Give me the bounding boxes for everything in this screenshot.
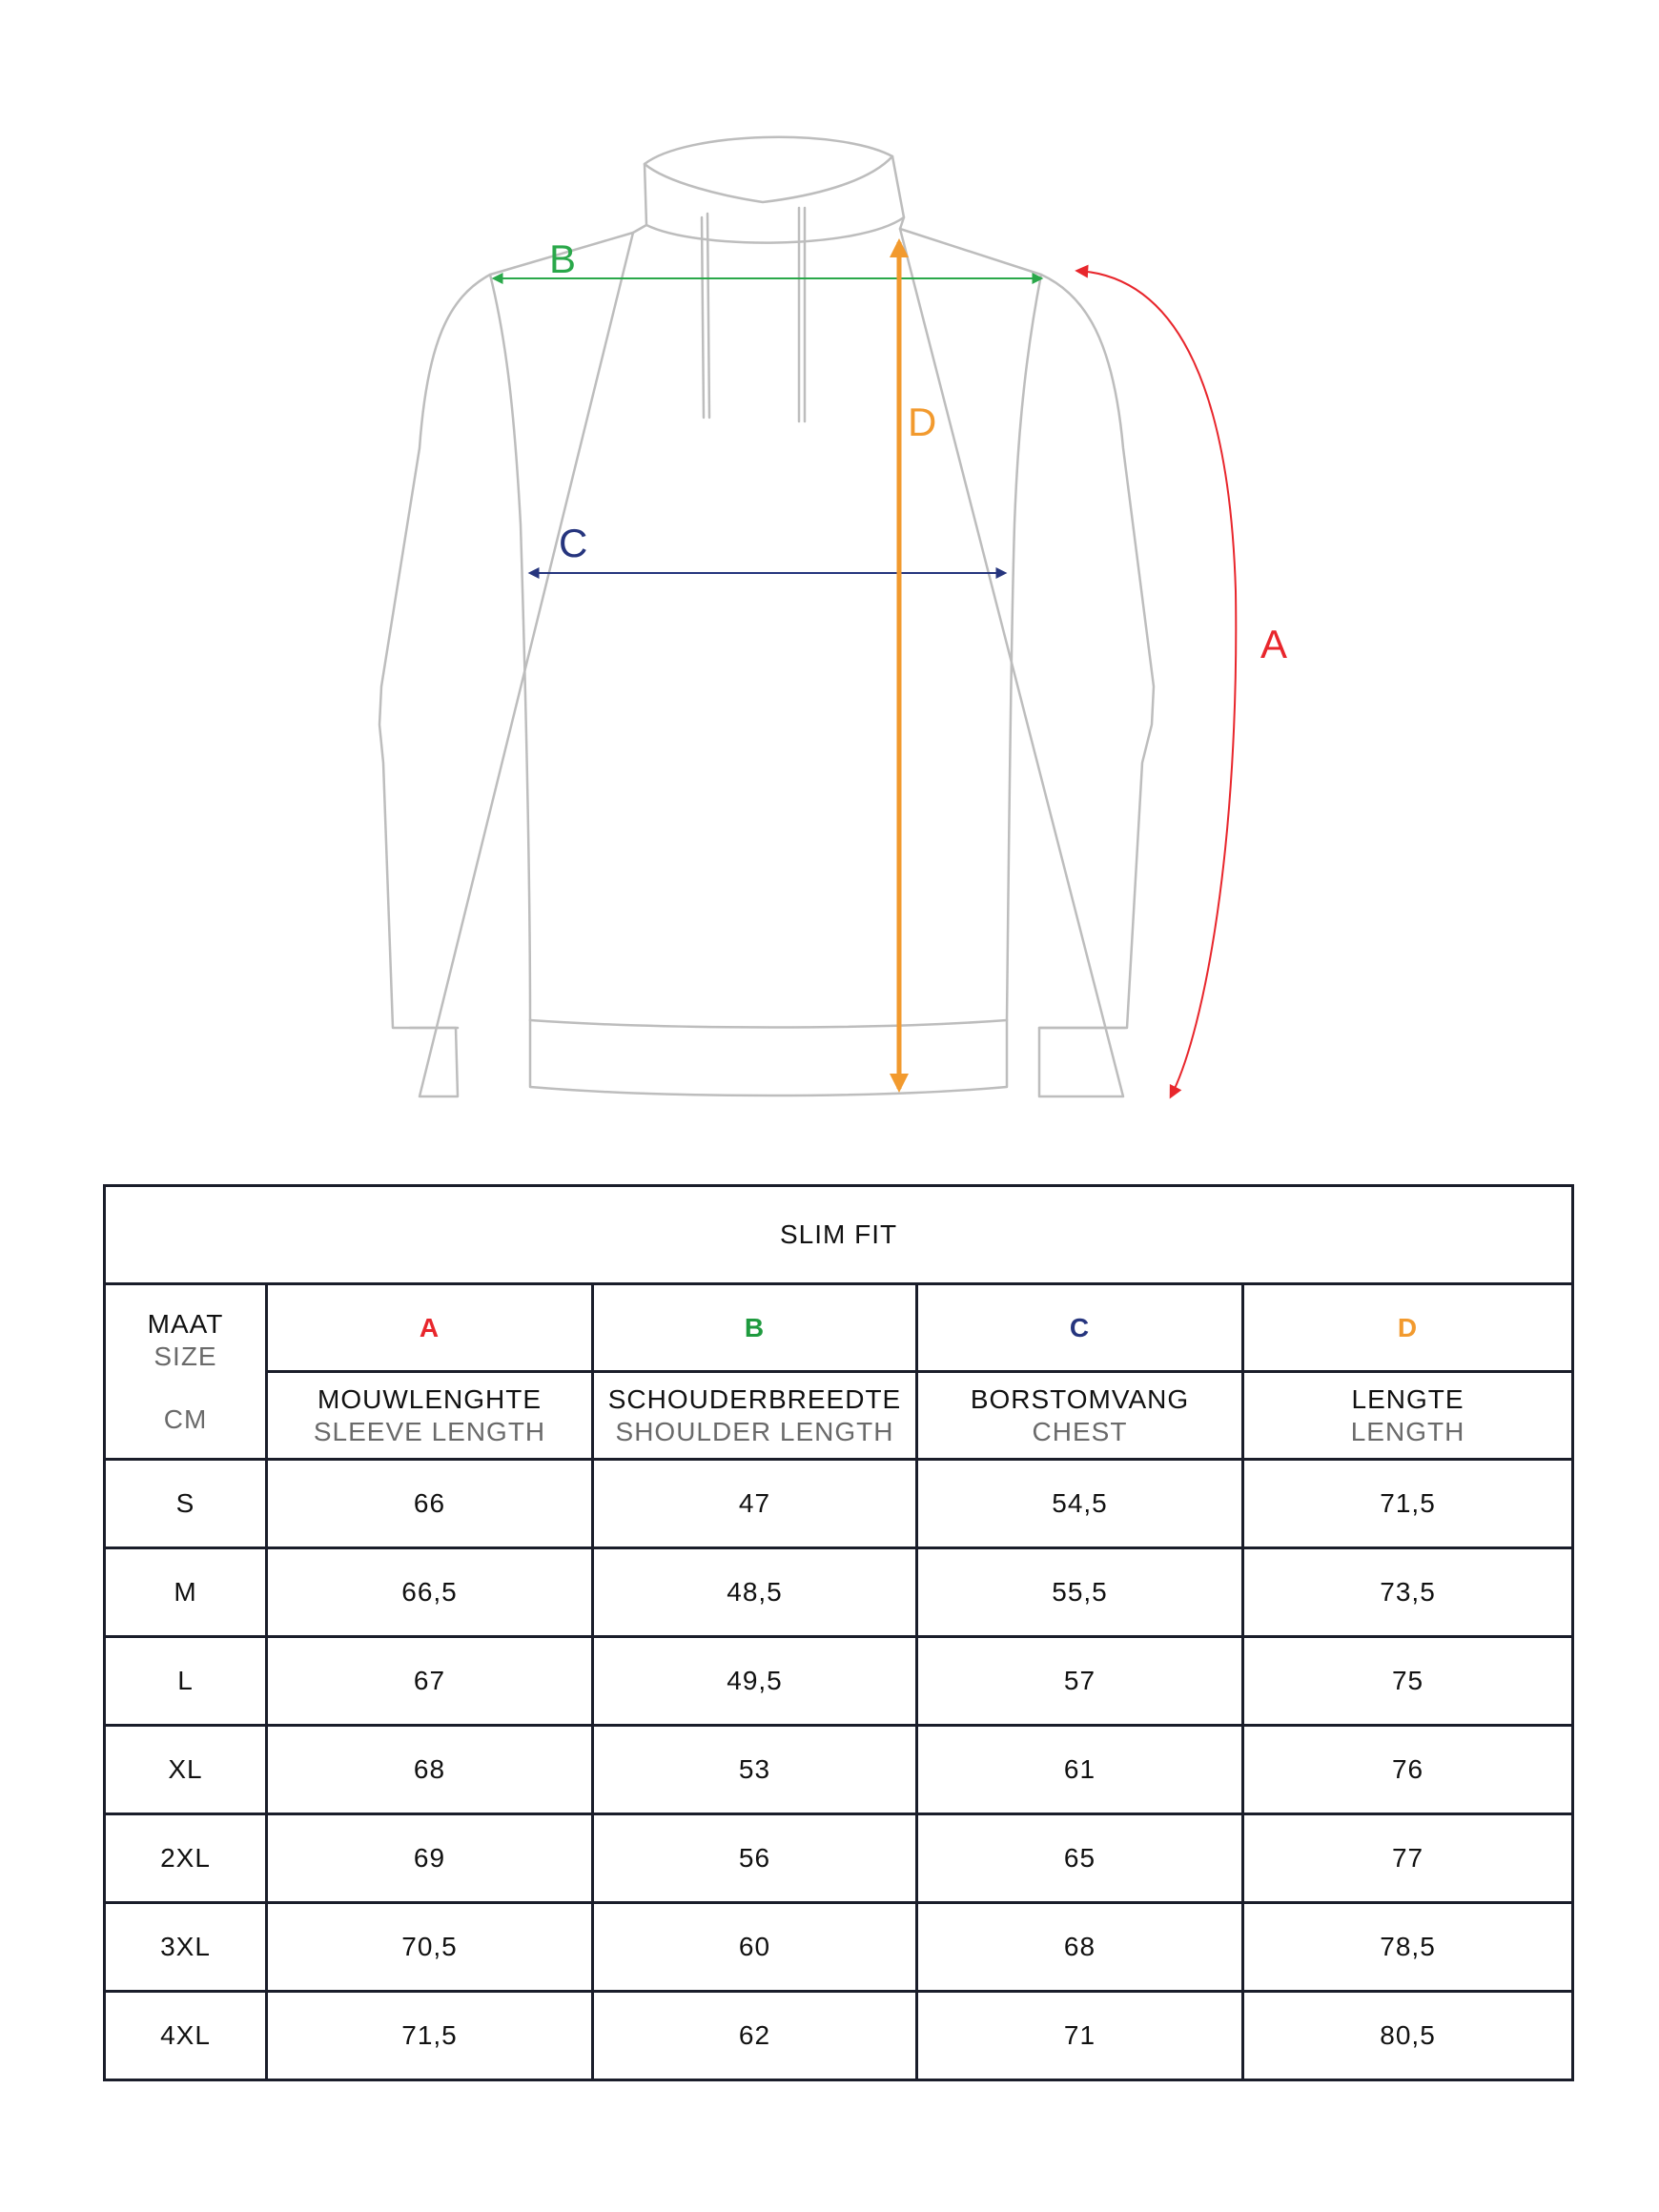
size-header-unit: CM (163, 1403, 208, 1434)
value-cell: 60 (593, 1903, 917, 1992)
value-cell: 49,5 (593, 1637, 917, 1726)
column-name-en: LENGTH (1350, 1416, 1465, 1446)
column-name-d (1243, 1372, 1573, 1460)
column-code-a: A (267, 1284, 593, 1372)
size-header-en: SIZE (154, 1341, 217, 1371)
value-cell: 47 (593, 1460, 917, 1548)
value-cell: 73,5 (1243, 1548, 1573, 1637)
label-a: A (1260, 622, 1288, 666)
value-cell: 66 (267, 1460, 593, 1548)
column-name-nl: MOUWLENGHTE (317, 1383, 542, 1414)
table-row (105, 1726, 1573, 1814)
value-cell: 68 (267, 1726, 593, 1814)
value-cell: 78,5 (1243, 1903, 1573, 1992)
column-code-d: D (1243, 1284, 1573, 1372)
size-chart-table (103, 1184, 1574, 2081)
value-cell: 67 (267, 1637, 593, 1726)
value-cell: 76 (1243, 1726, 1573, 1814)
column-name-nl: BORSTOMVANG (970, 1383, 1190, 1414)
value-cell: 71,5 (1243, 1460, 1573, 1548)
value-cell: 70,5 (267, 1903, 593, 1992)
column-name-en: SHOULDER LENGTH (615, 1416, 894, 1446)
column-code-b: B (593, 1284, 917, 1372)
table-name-row (105, 1372, 1573, 1460)
table-row (105, 1460, 1573, 1548)
size-cell: 4XL (105, 1992, 267, 2080)
size-cell: M (105, 1548, 267, 1637)
column-name-nl: LENGTE (1351, 1383, 1464, 1414)
label-b: B (549, 236, 577, 281)
value-cell: 71,5 (267, 1992, 593, 2080)
value-cell: 48,5 (593, 1548, 917, 1637)
table-title: SLIM FIT (105, 1186, 1573, 1284)
column-name-c (917, 1372, 1243, 1460)
value-cell: 75 (1243, 1637, 1573, 1726)
hoodie-outline (379, 137, 1154, 1096)
table-row (105, 1992, 1573, 2080)
label-c: C (559, 521, 588, 565)
table-row (105, 1903, 1573, 1992)
size-header-nl: MAAT (147, 1308, 224, 1339)
value-cell: 57 (917, 1637, 1243, 1726)
value-cell: 80,5 (1243, 1992, 1573, 2080)
value-cell: 56 (593, 1814, 917, 1903)
size-cell: S (105, 1460, 267, 1548)
value-cell: 68 (917, 1903, 1243, 1992)
column-name-nl: SCHOUDERBREEDTE (607, 1383, 902, 1414)
value-cell: 61 (917, 1726, 1243, 1814)
sleeve-measure-arc (1077, 271, 1236, 1096)
column-code-c: C (917, 1284, 1243, 1372)
column-name-a (267, 1372, 593, 1460)
size-cell: XL (105, 1726, 267, 1814)
size-cell: 3XL (105, 1903, 267, 1992)
value-cell: 69 (267, 1814, 593, 1903)
size-header-cell (105, 1284, 267, 1460)
column-name-en: CHEST (1032, 1416, 1128, 1446)
table-row (105, 1548, 1573, 1637)
table-row (105, 1814, 1573, 1903)
value-cell: 54,5 (917, 1460, 1243, 1548)
value-cell: 55,5 (917, 1548, 1243, 1637)
column-name-b (593, 1372, 917, 1460)
table-row (105, 1637, 1573, 1726)
size-cell: L (105, 1637, 267, 1726)
value-cell: 53 (593, 1726, 917, 1814)
label-d: D (908, 399, 937, 444)
value-cell: 62 (593, 1992, 917, 2080)
value-cell: 77 (1243, 1814, 1573, 1903)
column-name-en: SLEEVE LENGTH (313, 1416, 546, 1446)
size-cell: 2XL (105, 1814, 267, 1903)
value-cell: 71 (917, 1992, 1243, 2080)
table-code-row (105, 1284, 1573, 1372)
value-cell: 66,5 (267, 1548, 593, 1637)
table-title-row (105, 1186, 1573, 1284)
value-cell: 65 (917, 1814, 1243, 1903)
